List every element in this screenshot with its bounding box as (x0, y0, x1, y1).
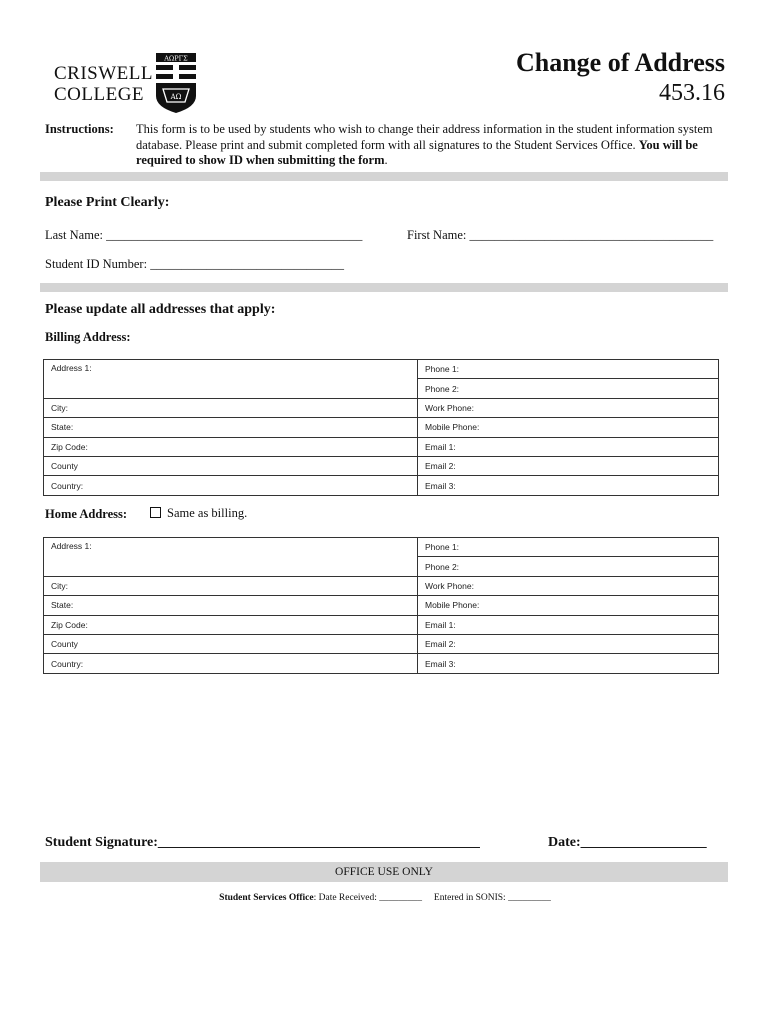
billing-phone2-cell[interactable]: Phone 2: (418, 379, 719, 398)
home-city-cell[interactable]: City: (44, 576, 418, 595)
same-as-billing-label: Same as billing. (167, 506, 248, 520)
billing-email3-cell[interactable]: Email 3: (418, 476, 719, 495)
college-crest-icon (155, 52, 199, 114)
print-clearly-heading: Please Print Clearly: (45, 195, 170, 210)
instructions-end: . (384, 153, 388, 167)
billing-country-cell[interactable]: Country: (44, 476, 418, 495)
billing-email2-cell[interactable]: Email 2: (418, 456, 719, 475)
home-county-cell[interactable]: County (44, 634, 418, 653)
billing-mobile-phone-cell[interactable]: Mobile Phone: (418, 418, 719, 437)
home-zip-cell[interactable]: Zip Code: (44, 615, 418, 634)
billing-county-cell[interactable]: County (44, 456, 418, 475)
billing-address-heading: Billing Address: (45, 330, 131, 344)
form-number: 453.16 (659, 80, 725, 106)
college-logo (54, 63, 153, 105)
date-received-field[interactable]: Date Received: _________ (316, 893, 423, 903)
first-name-field[interactable]: First Name: _______________________________________ (407, 228, 714, 242)
home-email1-cell[interactable]: Email 1: (418, 615, 719, 634)
billing-email1-cell[interactable]: Email 1: (418, 437, 719, 456)
instructions-plain: This form is to be used by students who wish to change their address information in the student information system database. Please print and submit completed form with all signatures to the Student Services Office. (136, 122, 713, 152)
divider-bar-2 (40, 283, 728, 292)
home-email2-cell[interactable]: Email 2: (418, 634, 719, 653)
billing-address-table (43, 359, 719, 496)
home-state-cell[interactable]: State: (44, 596, 418, 615)
home-address-heading: Home Address: (45, 507, 128, 521)
logo-line-2: COLLEGE (54, 84, 145, 105)
addresses-heading: Please update all addresses that apply: (45, 302, 276, 317)
office-use-header: OFFICE USE ONLY (40, 862, 728, 882)
billing-city-cell[interactable]: City: (44, 398, 418, 417)
same-as-billing-option[interactable] (150, 506, 247, 521)
home-mobile-phone-cell[interactable]: Mobile Phone: (418, 596, 719, 615)
logo-line-1: CRISWELL (54, 63, 153, 84)
home-phone2-cell[interactable]: Phone 2: (418, 557, 719, 576)
home-work-phone-cell[interactable]: Work Phone: (418, 576, 719, 595)
same-as-billing-checkbox[interactable] (150, 507, 161, 518)
date-field[interactable]: Date:__________________ (548, 835, 707, 850)
crest-lower-text: ΑΩ (170, 93, 182, 101)
office-label: Student Services Office (219, 893, 314, 903)
home-address1-cell[interactable]: Address 1: (44, 538, 418, 577)
entered-in-sonis-field[interactable]: Entered in SONIS: _________ (433, 893, 551, 903)
billing-work-phone-cell[interactable]: Work Phone: (418, 398, 719, 417)
page-title: Change of Address (515, 48, 725, 77)
billing-address1-cell[interactable]: Address 1: (44, 360, 418, 399)
billing-phone1-cell[interactable]: Phone 1: (418, 360, 719, 379)
home-phone1-cell[interactable]: Phone 1: (418, 538, 719, 557)
billing-zip-cell[interactable]: Zip Code: (44, 437, 418, 456)
billing-state-cell[interactable]: State: (44, 418, 418, 437)
crest-top-text: ΑΩΡΓΣ (164, 54, 188, 63)
instructions-text (136, 122, 726, 169)
student-id-field[interactable]: Student ID Number: _______________________________ (45, 257, 344, 271)
instructions-bold: You will be required to show ID when submitting the form (136, 137, 698, 167)
divider-bar-1 (40, 172, 728, 181)
home-country-cell[interactable]: Country: (44, 654, 418, 673)
last-name-field[interactable]: Last Name: _________________________________________ (45, 228, 363, 242)
office-colon: : (313, 893, 317, 903)
instructions-label: Instructions: (45, 122, 114, 136)
office-use-line (0, 893, 770, 903)
home-email3-cell[interactable]: Email 3: (418, 654, 719, 673)
student-signature-field[interactable]: Student Signature:______________________________________________ (45, 835, 480, 850)
home-address-table (43, 537, 719, 674)
